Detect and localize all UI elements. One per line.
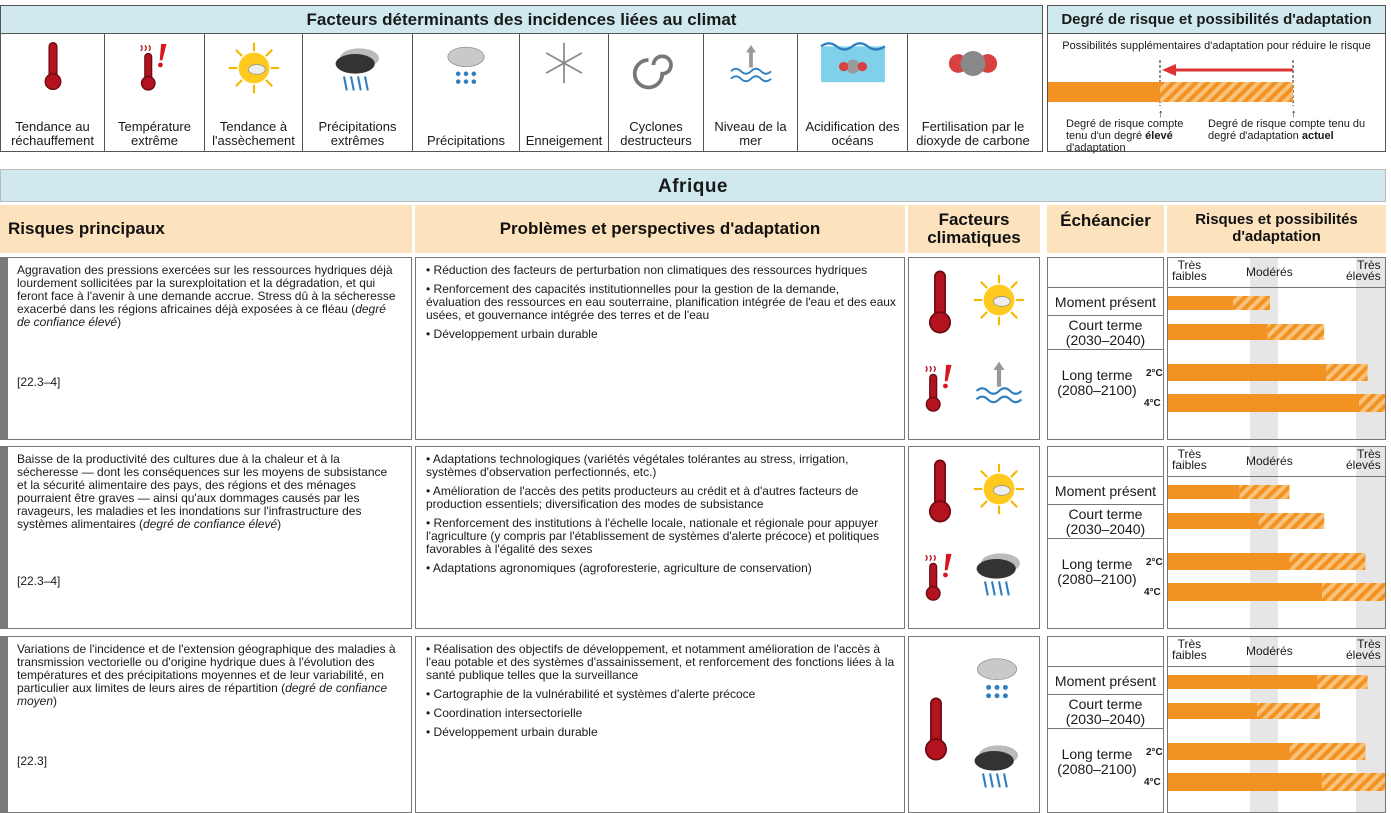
header-risks: Risques principaux (0, 205, 412, 253)
header-timeline: Échéancier (1047, 205, 1164, 253)
thermometer-icon (923, 457, 957, 525)
timeline-cell (1047, 446, 1164, 629)
high-adaptation-label: Degré de risque compte tenu d'un degré élevé d'adaptation (1066, 118, 1184, 154)
risk-description: Aggravation des pressions exercées sur les ressources hydriques déjà lourdement sollicitées par la surexploitation et la dégradation, et qui feront face à l'avenir à une demande accrue. Stress dû à la sécheresse exacerbé dans les régions africaines déjà exposées à ce fléau (degré de confiance élevé) (17, 263, 396, 329)
risk-bar-hatched (1240, 485, 1290, 499)
risk-bar-solid (1168, 364, 1326, 381)
risk-bar-solid (1168, 485, 1240, 499)
risk-cell (0, 636, 412, 813)
right-marker-arrow: ↑ (1291, 108, 1297, 120)
header-climate-factors: Facteurs climatiques (908, 205, 1040, 253)
row-marker (1, 447, 8, 628)
storm-rain-icon (969, 737, 1025, 793)
left-marker-arrow: ↑ (1158, 108, 1164, 120)
risk-level-legend (1047, 5, 1386, 152)
thermometer-icon (919, 693, 953, 765)
scale-low: Très faibles (1172, 637, 1207, 662)
timeline-near-term: Court terme (2030–2040) (1048, 505, 1163, 539)
timeline-present: Moment présent (1048, 667, 1163, 695)
adaptation-item: • Réalisation des objectifs de développement, et notamment amélioration de l'accès à l'eau potable et des systèmes d'assainissement, et renforcement des fonctions liées à la santé publique telles que la surveillance (426, 642, 895, 682)
risk-bar-solid (1168, 583, 1322, 601)
rain-cloud-icon (440, 40, 492, 92)
timeline-cell (1047, 636, 1164, 813)
risk-scale (1168, 447, 1385, 477)
adaptation-item: • Adaptations agronomiques (agroforesterie, agriculture de conservation) (426, 561, 812, 575)
factor-cell (704, 34, 798, 151)
scale-low: Très faibles (1172, 258, 1207, 283)
factor-cell (303, 34, 413, 151)
scale-spacer (1048, 637, 1163, 667)
adaptation-item: • Développement urbain durable (426, 327, 598, 341)
timeline-near-term: Court terme (2030–2040) (1048, 695, 1163, 729)
scenario-2c: 2°C (1146, 557, 1163, 568)
factor-label: Cyclones destructeurs (620, 119, 692, 148)
factor-label: Fertilisation par le dioxyde de carbone (916, 119, 1030, 148)
extreme-temperature-icon (923, 541, 957, 613)
adaptation-item: • Cartographie de la vulnérabilité et systèmes d'alerte précoce (426, 687, 756, 701)
risk-description: Baisse de la productivité des cultures due à la chaleur et à la sécheresse — dont les conséquences sur les moyens de subsistance et la sécurité alimentaire des pays, des régions et des ménages pourraient être graves — ainsi qu'aux dommages causés par les ravageurs, les maladies et les inondations sur l'infrastructure des systèmes alimentaires (degré de confiance élevé) (17, 452, 388, 531)
risk-legend-bar (1048, 58, 1385, 108)
risk-legend-title: Degré de risque et possibilités d'adaptation (1048, 6, 1385, 34)
factor-cell (609, 34, 704, 151)
timeline-cell (1047, 257, 1164, 440)
co2-icon (938, 40, 1008, 87)
ocean-acidification-icon (818, 40, 888, 87)
timeline-long-term: Long terme (2080–2100) (1057, 556, 1137, 587)
scenario-2c: 2°C (1146, 747, 1163, 758)
factor-cell (105, 34, 205, 151)
factor-cell (520, 34, 609, 151)
storm-rain-icon (971, 545, 1027, 601)
risk-bar-solid (1168, 675, 1318, 689)
factor-label: Température extrême (118, 119, 191, 148)
sun-drying-icon (226, 40, 282, 96)
timeline-present: Moment présent (1048, 288, 1163, 316)
current-adaptation-label: Degré de risque compte tenu du degré d'adaptation actuel (1208, 118, 1366, 142)
factor-label: Précipitations (426, 133, 506, 148)
adaptation-item: • Développement urbain durable (426, 725, 598, 739)
factor-label: Niveau de la mer (714, 119, 787, 148)
risk-legend-subtitle: Possibilités supplémentaires d'adaptation pour réduire le risque (1062, 40, 1371, 52)
rain-cloud-icon (969, 651, 1025, 707)
risk-bar-solid (1168, 394, 1359, 412)
risk-bar-hatched (1259, 513, 1324, 529)
scenario-2c: 2°C (1146, 368, 1163, 379)
climate-factor-icons (908, 446, 1040, 629)
extreme-temperature-icon (923, 352, 957, 424)
risk-scale (1168, 637, 1385, 667)
extreme-temperature-icon (138, 40, 172, 94)
risk-bar-hatched (1322, 773, 1385, 791)
risk-level-chart (1167, 446, 1386, 629)
factor-label: Tendance à l'assèchement (212, 119, 295, 148)
risk-bar-solid (1168, 553, 1290, 570)
adaptation-cell (415, 636, 905, 813)
factor-cell (205, 34, 303, 151)
risk-bar-solid (1168, 703, 1257, 719)
risk-level-chart (1167, 636, 1386, 813)
climate-factor-icons (908, 636, 1040, 813)
cyclone-icon (631, 40, 681, 90)
section-title: Afrique (0, 169, 1386, 202)
factor-label: Acidification des océans (805, 119, 900, 148)
report-reference: [22.3] (17, 754, 48, 768)
factor-label: Précipitations extrêmes (318, 119, 397, 148)
risk-bar-hatched (1290, 743, 1366, 760)
risk-bar-solid (1168, 324, 1268, 340)
factor-cell (798, 34, 908, 151)
timeline-near-term: Court terme (2030–2040) (1048, 316, 1163, 350)
adaptation-item: • Adaptations technologiques (variétés végétales tolérantes au stress, irrigation, systèmes d'observation perfectionnés, etc.) (426, 452, 849, 479)
scale-mid: Modérés (1246, 454, 1293, 468)
risk-cell (0, 257, 412, 440)
climate-factors-legend (0, 5, 1043, 152)
scenario-4c: 4°C (1144, 587, 1161, 598)
risk-bar-hatched (1268, 324, 1324, 340)
scale-mid: Modérés (1246, 644, 1293, 658)
legend-title: Facteurs déterminants des incidences liées au climat (1, 6, 1042, 34)
scale-high: Très élevés (1346, 447, 1381, 472)
scale-high: Très élevés (1346, 637, 1381, 662)
risk-bar-solid (1168, 513, 1259, 529)
factor-cell (908, 34, 1038, 151)
risk-bar-hatched (1290, 553, 1366, 570)
adaptation-cell (415, 257, 905, 440)
row-marker (1, 258, 8, 439)
risk-bar-hatched (1233, 296, 1270, 310)
scale-high: Très élevés (1346, 258, 1381, 283)
sea-level-icon (726, 40, 776, 90)
report-reference: [22.3–4] (17, 574, 61, 588)
timeline-long-term: Long terme (2080–2100) (1057, 367, 1137, 398)
scenario-4c: 4°C (1144, 777, 1161, 788)
risk-bar-hatched (1322, 583, 1385, 601)
adaptation-item: • Renforcement des institutions à l'échelle locale, nationale et régionale pour appuyer l'agriculture (y compris par l'établissement de systèmes d'alerte précoce) et politiques favorables à l'égalité des sexes (426, 516, 880, 556)
adaptation-cell (415, 446, 905, 629)
timeline-long-term: Long terme (2080–2100) (1057, 746, 1137, 777)
risk-bar-hatched (1326, 364, 1367, 381)
scale-spacer (1048, 258, 1163, 288)
sea-level-icon (971, 356, 1027, 412)
adaptation-item: • Réduction des facteurs de perturbation non climatiques des ressources hydriques (426, 263, 868, 277)
factor-cell (1, 34, 105, 151)
report-reference: [22.3–4] (17, 375, 61, 389)
scenario-4c: 4°C (1144, 398, 1161, 409)
adaptation-item: • Renforcement des capacités institutionnelles pour la gestion de la demande, évaluation des ressources en eau souterraine, planification intégrée de l'eau et des eaux usées, et gouvernance intégrée des terres et de l'eau (426, 282, 896, 322)
factor-label: Enneigement (525, 133, 603, 148)
scale-mid: Modérés (1246, 265, 1293, 279)
risk-bar-solid (1168, 296, 1233, 310)
risk-scale (1168, 258, 1385, 288)
sun-drying-icon (971, 272, 1027, 328)
timeline-present: Moment présent (1048, 477, 1163, 505)
scale-low: Très faibles (1172, 447, 1207, 472)
header-risk-levels: Risques et possibilités d'adaptation (1167, 205, 1386, 253)
thermometer-icon (923, 268, 957, 336)
factor-cell (413, 34, 520, 151)
risk-bar-solid (1168, 743, 1290, 760)
risk-bar-hatched (1359, 394, 1385, 412)
risk-bar-solid (1168, 773, 1322, 791)
scale-spacer (1048, 447, 1163, 477)
climate-factor-icons (908, 257, 1040, 440)
risk-bar-hatched (1257, 703, 1320, 719)
risk-description: Variations de l'incidence et de l'extension géographique des maladies à transmission vectorielle ou d'origine hydrique dues à l'évolution des températures et des précipitations moyennes et de leur variabilité, en particulier aux limites de leurs aires de répartition (degré de confiance moyen) (17, 642, 396, 708)
risk-cell (0, 446, 412, 629)
snowflake-icon (541, 40, 587, 86)
adaptation-item: • Coordination intersectorielle (426, 706, 583, 720)
thermometer-icon (40, 40, 66, 92)
header-adaptation: Problèmes et perspectives d'adaptation (415, 205, 905, 253)
factor-label: Tendance au réchauffement (11, 119, 94, 148)
row-marker (1, 637, 8, 812)
adaptation-item: • Amélioration de l'accès des petits producteurs au crédit et à d'autres facteurs de production essentiels; diversification des modes de subsistance (426, 484, 859, 511)
sun-drying-icon (971, 461, 1027, 517)
risk-level-chart (1167, 257, 1386, 440)
risk-bar-hatched (1318, 675, 1368, 689)
storm-rain-icon (330, 40, 386, 96)
